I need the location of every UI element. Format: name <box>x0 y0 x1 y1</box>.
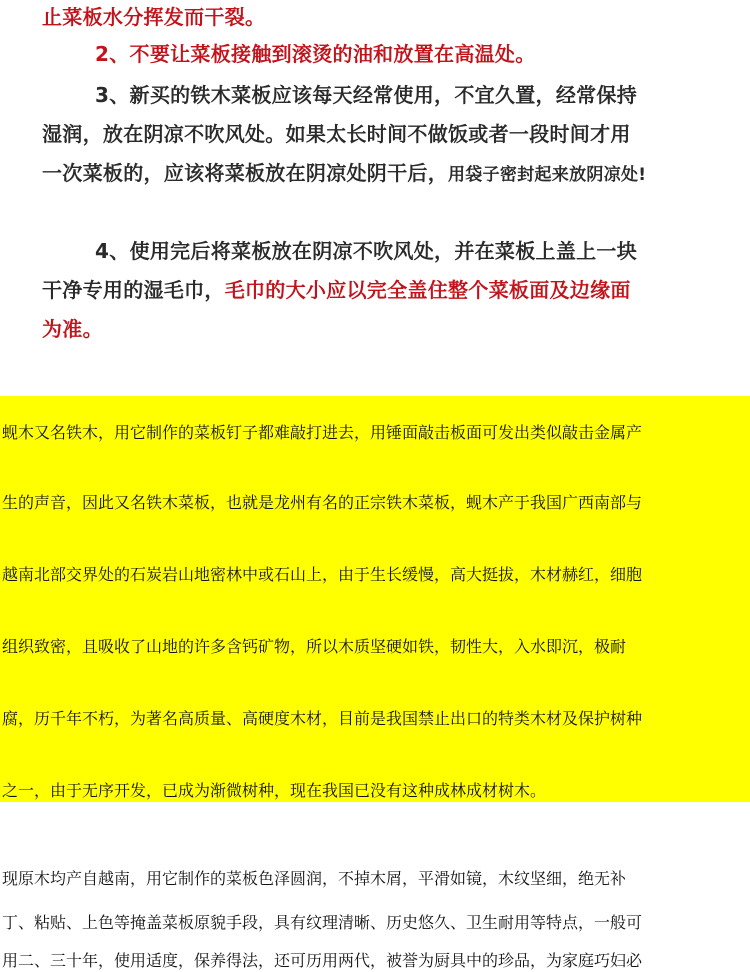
care-tips-section <box>0 0 750 360</box>
origin-description-line: 用二、三十年，使用适度，保养得法，还可历用两代，被誉为厨具中的珍品，为家庭巧妇必 <box>2 951 643 970</box>
care-line-2: 2、不要让菜板接触到滚烫的油和放置在高温处。 <box>95 42 536 66</box>
care-line-6: 4、使用完后将菜板放在阴凉不吹风处，并在菜板上盖上一块 <box>95 239 638 263</box>
wood-description-line: 生的声音，因此又名铁木菜板，也就是龙州有名的正宗铁木菜板，蚬木产于我国广西南部与 <box>2 493 643 512</box>
care-line-5-start: 一次菜板的，应该将菜板放在阴凉处阴干后， <box>42 161 448 185</box>
wood-description-panel <box>0 396 750 802</box>
origin-description-section <box>0 860 750 970</box>
care-line-1: 止菜板水分挥发而干裂。 <box>42 5 266 29</box>
origin-description-line: 现原木均产自越南，用它制作的菜板色泽圆润，不掉木屑，平滑如镜，木纹坚细，绝无补 <box>2 869 627 888</box>
care-line-5-end: 用袋子密封起来放阴凉处! <box>448 165 647 185</box>
wood-description-line: 组织致密，且吸收了山地的许多含钙矿物，所以木质坚硬如铁，韧性大，入水即沉，极耐 <box>2 637 627 656</box>
origin-description-line: 丁、粘贴、上色等掩盖菜板原貌手段，具有纹理清晰、历史悠久、卫生耐用等特点，一般可 <box>2 913 643 932</box>
care-line-7 <box>42 277 631 303</box>
care-line-3: 3、新买的铁木菜板应该每天经常使用，不宜久置，经常保持 <box>95 83 638 107</box>
wood-description-line: 腐，历千年不朽，为著名高质量、高硬度木材，目前是我国禁止出口的特类木材及保护树种 <box>2 709 643 728</box>
care-line-7-emphasis: 毛巾的大小应以完全盖住整个菜板面及边缘面 <box>224 278 631 302</box>
care-line-8: 为准。 <box>42 317 103 341</box>
care-line-4: 湿润，放在阴凉不吹风处。如果太长时间不做饭或者一段时间才用 <box>42 122 631 146</box>
wood-description-line: 之一，由于无序开发，已成为渐微树种，现在我国已没有这种成林成材树木。 <box>2 781 547 800</box>
care-line-5 <box>42 160 646 188</box>
wood-description-line: 越南北部交界处的石炭岩山地密林中或石山上，由于生长缓慢，高大挺拔，木材赫红，细胞 <box>2 565 643 584</box>
care-line-7-start: 干净专用的湿毛巾， <box>42 278 225 302</box>
wood-description-line: 蚬木又名铁木，用它制作的菜板钉子都难敲打进去，用锤面敲击板面可发出类似敲击金属产 <box>2 423 643 442</box>
